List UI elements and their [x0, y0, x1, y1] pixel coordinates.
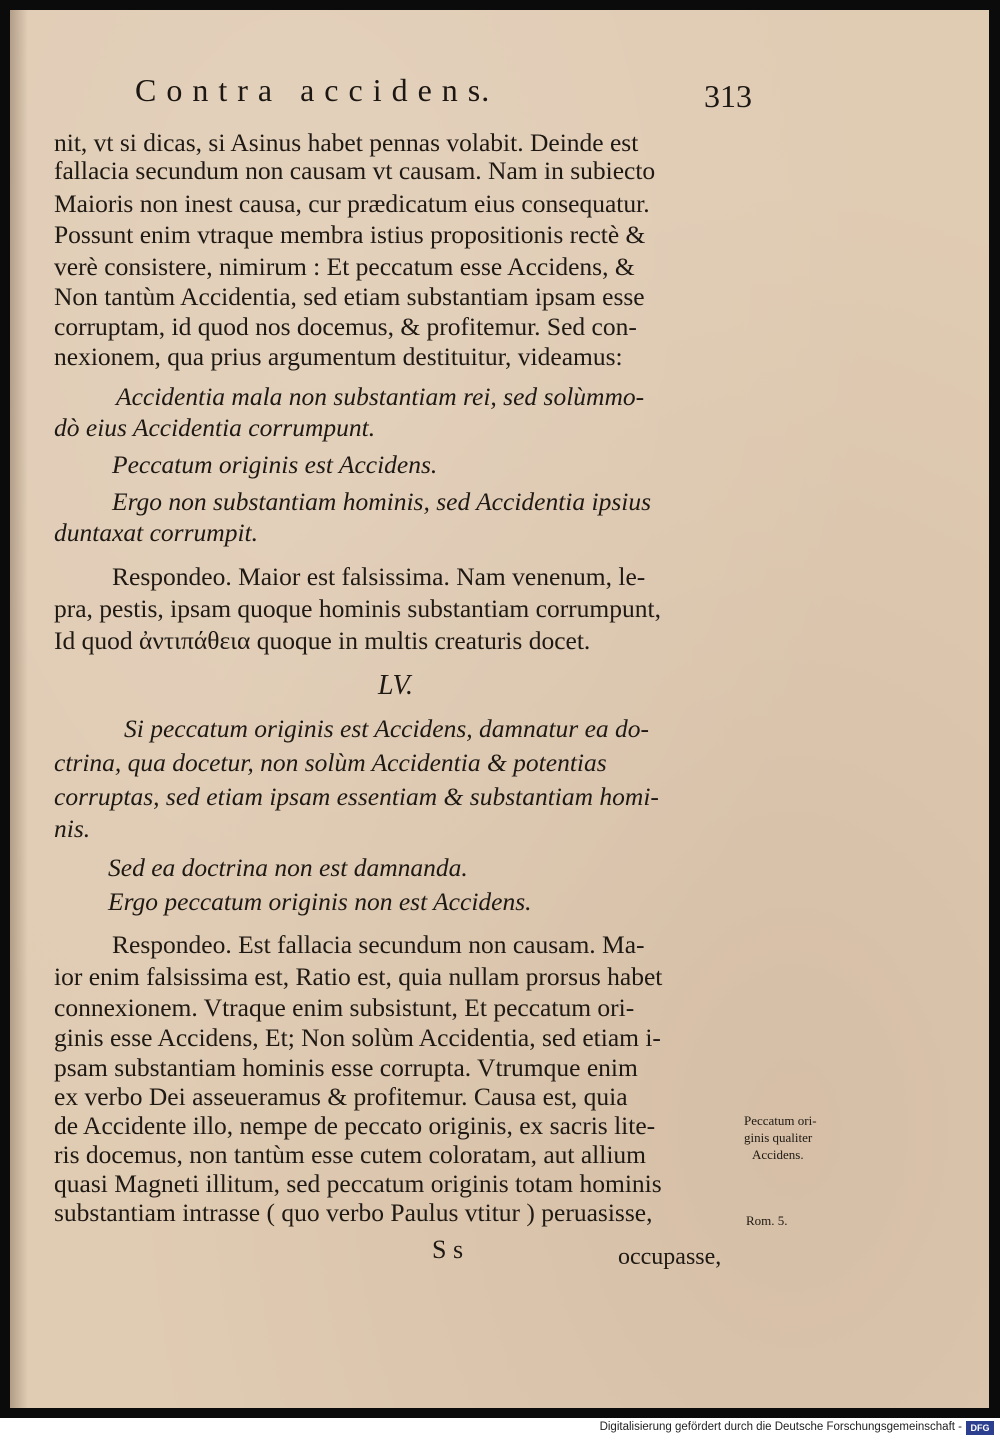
- margin-note: Rom. 5.: [746, 1213, 788, 1228]
- text-line: fallacia secundum non causam vt causam. Nam in subiecto: [54, 156, 656, 185]
- italic-line: Peccatum originis est Accidens.: [112, 450, 438, 479]
- margin-note: Peccatum ori-: [744, 1113, 817, 1128]
- italic-line: Sed ea doctrina non est damnanda.: [108, 853, 468, 882]
- text-line: Non tantùm Accidentia, sed etiam substantiam ipsam esse: [54, 282, 645, 311]
- text-line: psam substantiam hominis esse corrupta. Vtrumque enim: [54, 1053, 638, 1082]
- text-line: ior enim falsissima est, Ratio est, quia nullam prorsus habet: [54, 962, 663, 991]
- page-gutter-shadow: [10, 10, 28, 1408]
- text-line: nexionem, qua prius argumentum destituitur, videamus:: [54, 342, 623, 371]
- text-line: Respondeo. Est fallacia secundum non causam. Ma-: [112, 930, 645, 959]
- italic-line: dò eius Accidentia corrumpunt.: [54, 413, 376, 442]
- catchword: occupasse,: [618, 1244, 722, 1270]
- text-line: Maioris non inest causa, cur prædicatum eius consequatur.: [54, 189, 650, 218]
- text-line: ex verbo Dei asseueramus & profitemur. Causa est, quia: [54, 1082, 628, 1111]
- text-line: corruptam, id quod nos docemus, & profitemur. Sed con-: [54, 312, 637, 341]
- footer-credit: Digitalisierung gefördert durch die Deutsche Forschungsgemeinschaft -: [599, 1421, 962, 1433]
- section-heading: LV.: [378, 670, 414, 701]
- text-line: Id quod ἀντιπάθεια quoque in multis creaturis docet.: [54, 626, 591, 655]
- text-line: nit, vt si dicas, si Asinus habet pennas volabit. Deinde est: [54, 128, 639, 157]
- italic-line: nis.: [54, 814, 91, 843]
- text-line: de Accidente illo, nempe de peccato originis, ex sacris lite-: [54, 1111, 656, 1140]
- italic-line: Si peccatum originis est Accidens, damnatur ea do-: [124, 714, 650, 743]
- italic-line: duntaxat corrumpit.: [54, 518, 258, 547]
- margin-note: Accidens.: [752, 1147, 804, 1162]
- italic-line: Ergo peccatum originis non est Accidens.: [108, 887, 532, 916]
- text-line: ris docemus, non tantùm esse cutem coloratam, aut allium: [54, 1140, 647, 1169]
- text-line: quasi Magneti illitum, sed peccatum originis totam hominis: [54, 1169, 662, 1198]
- text-line: ginis esse Accidens, Et; Non solùm Accidentia, sed etiam i-: [54, 1023, 661, 1052]
- text-line: pra, pestis, ipsam quoque hominis substantiam corrumpunt,: [54, 594, 661, 623]
- margin-note: ginis qualiter: [744, 1130, 813, 1145]
- dfg-logo-icon: DFG: [966, 1421, 994, 1435]
- italic-line: corruptas, sed etiam ipsam essentiam & substantiam homi-: [54, 782, 659, 811]
- signature-mark: S s: [432, 1235, 464, 1264]
- text-line: substantiam intrasse ( quo verbo Paulus vtitur ) peruasisse,: [54, 1198, 653, 1227]
- text-line: Respondeo. Maior est falsissima. Nam venenum, le-: [112, 562, 646, 591]
- italic-line: Ergo non substantiam hominis, sed Accidentia ipsius: [112, 487, 652, 516]
- text-line: verè consistere, nimirum : Et peccatum esse Accidens, &: [54, 252, 635, 281]
- page-number: 313: [704, 78, 752, 114]
- footer-bar: [0, 1418, 1000, 1440]
- italic-line: ctrina, qua docetur, non solùm Accidentia & potentias: [54, 748, 607, 777]
- running-head: C o n t r a a c c i d e n s.: [135, 72, 491, 108]
- text-line: connexionem. Vtraque enim subsistunt, Et peccatum ori-: [54, 993, 635, 1022]
- italic-line: Accidentia mala non substantiam rei, sed solùmmo-: [116, 382, 645, 411]
- text-line: Possunt enim vtraque membra istius propositionis rectè &: [54, 220, 646, 249]
